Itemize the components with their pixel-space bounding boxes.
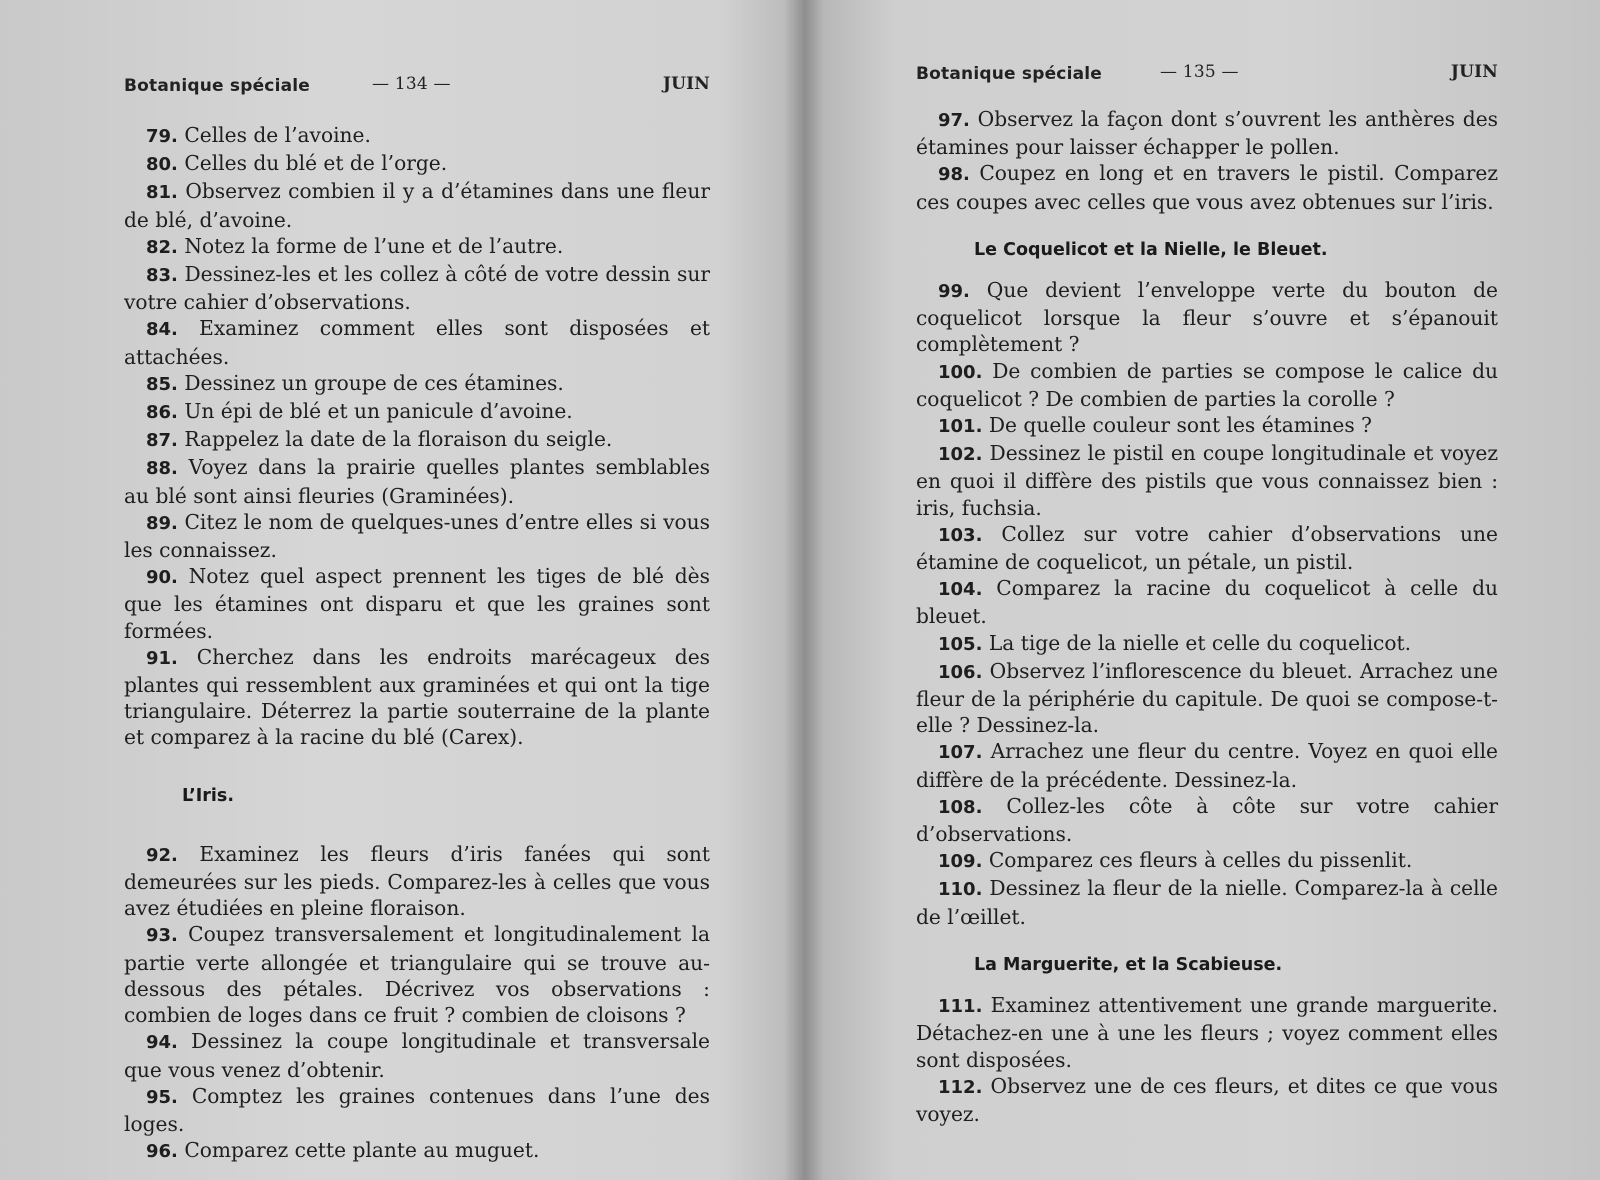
paragraph-text: Que devient l’enveloppe verte du bouton de coquelicot lorsque la fleur s’ouvre et s’épanouit complètement ? (916, 278, 1499, 357)
paragraph-text: Notez quel aspect prennent les tiges de blé dès que les étamines ont disparu et que les graines sont formées. (124, 564, 710, 643)
paragraph-text: Dessinez un groupe de ces étamines. (184, 370, 564, 395)
paragraph-number: 82. (146, 236, 178, 258)
paragraph-text: Collez sur votre cahier d’observations une étamine de coquelicot, un pétale, un pistil. (916, 521, 1498, 575)
page-number: — 135 — (1160, 62, 1239, 82)
paragraph-number: 80. (146, 154, 178, 176)
paragraph-number: 95. (146, 1086, 178, 1108)
paragraph-number: 91. (146, 647, 178, 669)
paragraph-text: Notez la forme de l’une et de l’autre. (184, 233, 564, 258)
paragraph-text: Rappelez la date de la floraison du seigle. (184, 427, 613, 452)
paragraph-text: Observez l’inflorescence du bleuet. Arrachez une fleur de la périphérie du capitule. De quoi se compose-t-elle ? Dessinez-la. (916, 658, 1499, 738)
paragraph-number: 111. (938, 996, 983, 1018)
paragraph-text: Comparez ces fleurs à celles du pissenlit. (988, 848, 1413, 873)
numbered-paragraph (124, 644, 710, 751)
paragraph-number: 87. (146, 430, 178, 452)
paragraph-text: Comptez les graines contenues dans l’une des loges. (124, 1083, 710, 1136)
numbered-paragraph (916, 160, 1498, 214)
paragraph-number: 94. (146, 1032, 178, 1054)
paragraph-group (124, 841, 710, 1165)
paragraph-number: 110. (938, 879, 983, 901)
right-page (916, 62, 1498, 1127)
numbered-paragraph (124, 261, 710, 315)
paragraph-number: 83. (146, 265, 178, 287)
paragraph-number: 101. (938, 416, 983, 438)
numbered-paragraph (916, 1073, 1498, 1127)
numbered-paragraph (124, 233, 710, 261)
numbered-paragraph (124, 1083, 710, 1137)
paragraph-text: Dessinez la fleur de la nielle. Comparez-la à celle de l’œillet. (916, 876, 1498, 929)
paragraph-group (124, 122, 710, 751)
paragraph-text: Dessinez-les et les collez à côté de votre dessin sur votre cahier d’observations. (124, 262, 710, 315)
numbered-paragraph (124, 370, 710, 398)
paragraph-text: De quelle couleur sont les étamines ? (988, 413, 1372, 438)
paragraph-number: 112. (938, 1076, 983, 1098)
paragraph-group (916, 106, 1498, 215)
running-head (124, 62, 710, 96)
paragraph-number: 105. (938, 633, 983, 655)
paragraph-text: Citez le nom de quelques-unes d’entre elles si vous les connaissez. (124, 509, 710, 563)
paragraph-number: 109. (938, 851, 983, 873)
paragraph-number: 106. (938, 661, 983, 683)
running-head (916, 62, 1498, 88)
numbered-paragraph (916, 106, 1498, 160)
numbered-paragraph (916, 630, 1498, 658)
paragraph-number: 97. (938, 110, 970, 131)
paragraph-number: 84. (146, 319, 178, 341)
running-month: JUIN (1450, 62, 1498, 82)
numbered-paragraph (916, 440, 1498, 521)
numbered-paragraph (916, 992, 1498, 1073)
paragraph-text: Voyez dans la prairie quelles plantes semblables au blé sont ainsi fleuries (Graminées). (124, 455, 711, 508)
paragraph-number: 107. (938, 742, 983, 764)
right-body (916, 106, 1498, 1127)
numbered-paragraph (124, 454, 710, 508)
left-body (124, 122, 710, 1165)
paragraph-text: La tige de la nielle et celle du coquelicot. (988, 630, 1412, 655)
paragraph-number: 90. (146, 567, 178, 589)
paragraph-number: 103. (938, 524, 983, 546)
numbered-paragraph (916, 358, 1498, 412)
numbered-paragraph (124, 509, 710, 563)
paragraph-text: Coupez en long et en travers le pistil. Comparez ces coupes avec celles que vous avez obtenues sur l’iris. (916, 161, 1498, 214)
paragraph-text: Arrachez une fleur du centre. Voyez en quoi elle diffère de la précédente. Dessinez-la. (916, 739, 1499, 792)
numbered-paragraph (124, 841, 710, 922)
section-heading-iris: L’Iris. (182, 785, 234, 806)
paragraph-number: 92. (146, 844, 178, 866)
paragraph-number: 88. (146, 458, 178, 480)
running-title: Botanique spéciale (124, 76, 311, 96)
paragraph-text: Celles du blé et de l’orge. (184, 151, 448, 176)
numbered-paragraph (916, 658, 1498, 739)
numbered-paragraph (124, 150, 710, 178)
paragraph-group (916, 992, 1498, 1127)
paragraph-text: De combien de parties se compose le calice du coquelicot ? De combien de parties la corolle ? (916, 358, 1498, 411)
numbered-paragraph (916, 575, 1498, 629)
paragraph-text: Cherchez dans les endroits marécageux des plantes qui ressemblent aux graminées et qui ont la tige triangulaire. Déterrez la partie souterraine de la plante et comparez à la racine du blé (Carex). (124, 644, 711, 750)
paragraph-text: Dessinez le pistil en coupe longitudinale et voyez en quoi il diffère des pistils que vous connaissez bien : iris, fuchsia. (916, 441, 1498, 520)
numbered-paragraph (916, 738, 1498, 792)
paragraph-text: Dessinez la coupe longitudinale et transversale que vous venez d’obtenir. (124, 1029, 711, 1082)
left-page (124, 62, 710, 1165)
numbered-paragraph (124, 921, 710, 1028)
paragraph-text: Observez combien il y a d’étamines dans une fleur de blé, d’avoine. (124, 179, 710, 232)
section-heading-marguerite: La Marguerite, et la Scabieuse. (974, 954, 1283, 975)
paragraph-text: Un épi de blé et un panicule d’avoine. (184, 399, 573, 424)
paragraph-number: 98. (938, 164, 970, 186)
paragraph-text: Comparez la racine du coquelicot à celle du bleuet. (916, 576, 1498, 629)
running-month: JUIN (662, 74, 710, 94)
numbered-paragraph (124, 315, 710, 369)
paragraph-text: Observez la façon dont s’ouvrent les anthères des étamines pour laisser échapper le pollen. (916, 107, 1498, 160)
paragraph-number: 99. (938, 281, 970, 303)
numbered-paragraph (124, 122, 710, 150)
page-number: — 134 — (372, 74, 451, 94)
paragraph-text: Collez-les côte à côte sur votre cahier d’observations. (916, 793, 1499, 847)
numbered-paragraph (124, 398, 710, 426)
paragraph-group (916, 277, 1498, 930)
paragraph-number: 93. (146, 925, 178, 947)
numbered-paragraph (124, 1028, 710, 1082)
numbered-paragraph (916, 412, 1498, 440)
paragraph-number: 86. (146, 402, 178, 424)
numbered-paragraph (916, 875, 1498, 929)
paragraph-text: Examinez les fleurs d’iris fanées qui sont demeurées sur les pieds. Comparez-les à celles que vous avez étudiées en pleine floraison. (124, 841, 710, 921)
paragraph-number: 85. (146, 373, 178, 395)
numbered-paragraph (916, 793, 1498, 847)
paragraph-text: Comparez cette plante au muguet. (184, 1138, 540, 1163)
paragraph-text: Observez une de ces fleurs, et dites ce que vous voyez. (916, 1073, 1498, 1126)
paragraph-number: 81. (146, 182, 178, 204)
section-heading-coquelicot: Le Coquelicot et la Nielle, le Bleuet. (974, 239, 1328, 260)
paragraph-number: 108. (938, 796, 983, 818)
numbered-paragraph (916, 521, 1498, 575)
running-title: Botanique spéciale (916, 64, 1103, 84)
paragraph-text: Celles de l’avoine. (184, 123, 371, 147)
paragraph-number: 102. (938, 444, 983, 466)
paragraph-number: 96. (146, 1141, 178, 1163)
paragraph-number: 100. (938, 361, 983, 383)
paragraph-text: Examinez comment elles sont disposées et attachées. (124, 316, 710, 369)
paragraph-number: 104. (938, 579, 983, 601)
paragraph-text: Examinez attentivement une grande marguerite. Détachez-en une à une les fleurs ; voyez comment elles sont disposées. (916, 993, 1499, 1072)
numbered-paragraph (124, 563, 710, 644)
paragraph-number: 89. (146, 512, 178, 534)
numbered-paragraph (124, 178, 710, 232)
paragraph-text: Coupez transversalement et longitudinalement la partie verte allongée et triangulaire qui se trouve au-dessous des pétales. Décrivez vos observations : combien de loges dans ce fruit ? combien de cloisons ? (124, 922, 710, 1028)
numbered-paragraph (124, 426, 710, 454)
numbered-paragraph (124, 1137, 710, 1165)
paragraph-number: 79. (146, 126, 178, 147)
numbered-paragraph (916, 847, 1498, 875)
numbered-paragraph (916, 277, 1498, 358)
